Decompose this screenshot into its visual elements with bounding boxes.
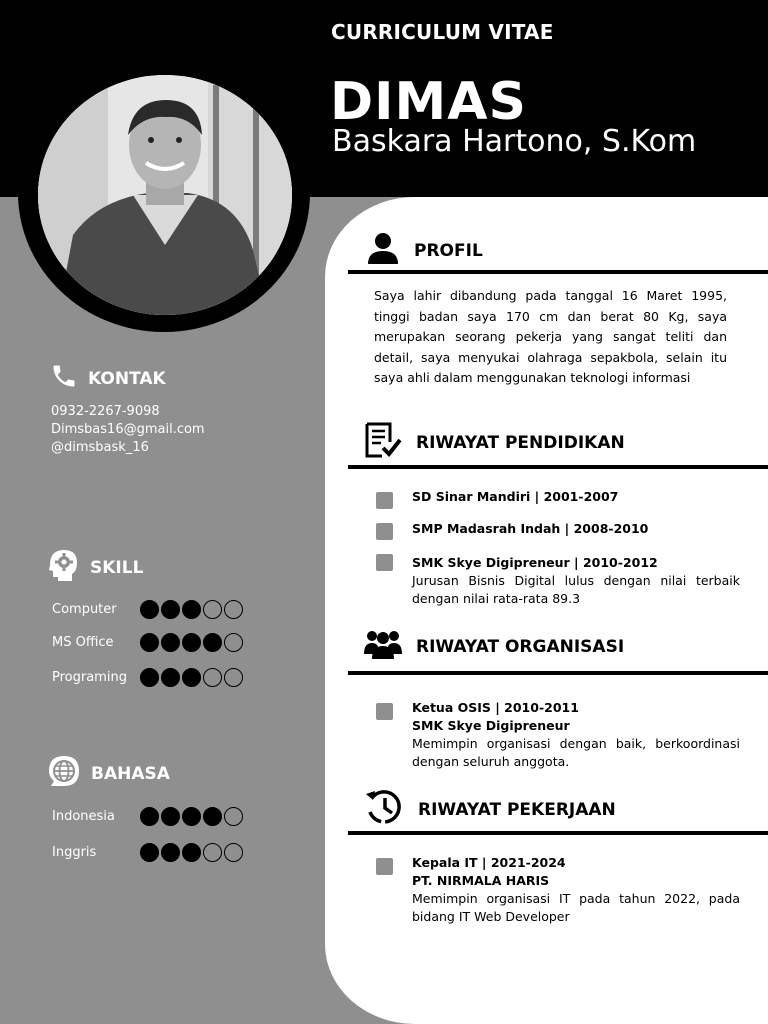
language-label: Indonesia — [52, 808, 115, 824]
first-name: DIMAS — [330, 72, 527, 132]
rating-dot — [203, 600, 222, 619]
language-rating — [140, 807, 243, 826]
education-item-body: Jurusan Bisnis Digital lulus dengan nilai terbaik dengan nilai rata-rata 89.3 — [412, 573, 740, 606]
organization-title — [364, 628, 624, 665]
list-bullet — [376, 858, 393, 875]
rating-dot — [161, 600, 180, 619]
group-icon — [364, 628, 402, 665]
skill-label: MS Office — [52, 634, 114, 650]
skill-label: Programing — [52, 669, 127, 685]
contact-phone: 0932-2267-9098 — [51, 404, 160, 419]
rating-dot — [161, 807, 180, 826]
rating-dot — [182, 843, 201, 862]
contact-title — [50, 362, 166, 395]
person-icon — [366, 231, 400, 270]
education-item-head: SMK Skye Digipreneur | 2010-2012 — [412, 555, 658, 570]
globe-chat-icon — [47, 754, 81, 793]
rating-dot — [203, 633, 222, 652]
skill-title — [46, 547, 143, 588]
work-divider — [348, 831, 768, 835]
list-bullet — [376, 703, 393, 720]
work-title — [364, 788, 616, 831]
organization-item-head: Ketua OSIS | 2010-2011 — [412, 700, 579, 715]
rating-dot — [203, 843, 222, 862]
profile-divider — [348, 270, 768, 274]
history-clock-icon — [364, 788, 404, 831]
full-name: Baskara Hartono, S.Kom — [332, 124, 697, 159]
list-bullet — [376, 492, 393, 509]
language-title-text: BAHASA — [91, 763, 170, 784]
education-item-head: SD Sinar Mandiri | 2001-2007 — [412, 489, 619, 504]
skill-label: Computer — [52, 601, 117, 617]
profile-title-text: PROFIL — [414, 240, 483, 261]
rating-dot — [182, 668, 201, 687]
language-title — [47, 754, 170, 793]
profile-photo — [38, 75, 292, 315]
rating-dot — [182, 600, 201, 619]
rating-dot — [140, 600, 159, 619]
rating-dot — [140, 807, 159, 826]
skill-title-text: SKILL — [90, 557, 144, 578]
skill-rating — [140, 600, 243, 619]
work-item-body: Memimpin organisasi IT pada tahun 2022, pada bidang IT Web Developer — [412, 891, 740, 924]
rating-dot — [224, 600, 243, 619]
education-item-head: SMP Madasrah Indah | 2008-2010 — [412, 521, 649, 536]
head-gear-icon — [46, 547, 80, 588]
profile-text: Saya lahir dibandung pada tanggal 16 Maret 1995, tinggi badan saya 170 cm dan berat 80 Kg, saya merupakan seorang pekerja yang sangat teliti dan detail, saya menyukai olahraga sepakbola, selain itu saya ahli dalam menggunakan teknologi informasi — [374, 288, 727, 385]
language-label: Inggris — [52, 844, 97, 860]
organization-title-text: RIWAYAT ORGANISASI — [416, 636, 625, 657]
skill-row — [52, 666, 252, 688]
rating-dot — [140, 668, 159, 687]
rating-dot — [224, 843, 243, 862]
rating-dot — [140, 633, 159, 652]
skill-rating — [140, 633, 243, 652]
contact-email: Dimsbas16@gmail.com — [51, 422, 205, 437]
rating-dot — [224, 633, 243, 652]
language-rating — [140, 843, 243, 862]
rating-dot — [140, 843, 159, 862]
list-bullet — [376, 523, 393, 540]
work-item-head: Kepala IT | 2021-2024 — [412, 855, 566, 870]
education-title-text: RIWAYAT PENDIDIKAN — [416, 432, 625, 453]
skill-row — [52, 631, 252, 653]
work-title-text: RIWAYAT PEKERJAAN — [418, 799, 616, 820]
rating-dot — [203, 668, 222, 687]
language-row — [52, 805, 252, 827]
skill-rating — [140, 668, 243, 687]
organization-item-body: Memimpin organisasi dengan baik, berkoordinasi dengan seluruh anggota. — [412, 736, 740, 769]
rating-dot — [203, 807, 222, 826]
checklist-icon — [364, 422, 402, 463]
organization-divider — [348, 671, 768, 675]
organization-item-sub: SMK Skye Digipreneur — [412, 718, 570, 733]
rating-dot — [182, 807, 201, 826]
rating-dot — [224, 668, 243, 687]
education-divider — [348, 465, 768, 469]
phone-icon — [50, 362, 78, 395]
language-row — [52, 841, 252, 863]
skill-row — [52, 598, 252, 620]
list-bullet — [376, 554, 393, 571]
rating-dot — [161, 668, 180, 687]
profile-title — [366, 231, 483, 270]
rating-dot — [161, 843, 180, 862]
rating-dot — [182, 633, 201, 652]
cv-label: CURRICULUM VITAE — [331, 20, 554, 44]
work-item-sub: PT. NIRMALA HARIS — [412, 873, 550, 888]
education-title — [364, 422, 625, 463]
rating-dot — [224, 807, 243, 826]
contact-social: @dimsbask_16 — [51, 440, 149, 455]
contact-title-text: KONTAK — [88, 368, 166, 389]
rating-dot — [161, 633, 180, 652]
